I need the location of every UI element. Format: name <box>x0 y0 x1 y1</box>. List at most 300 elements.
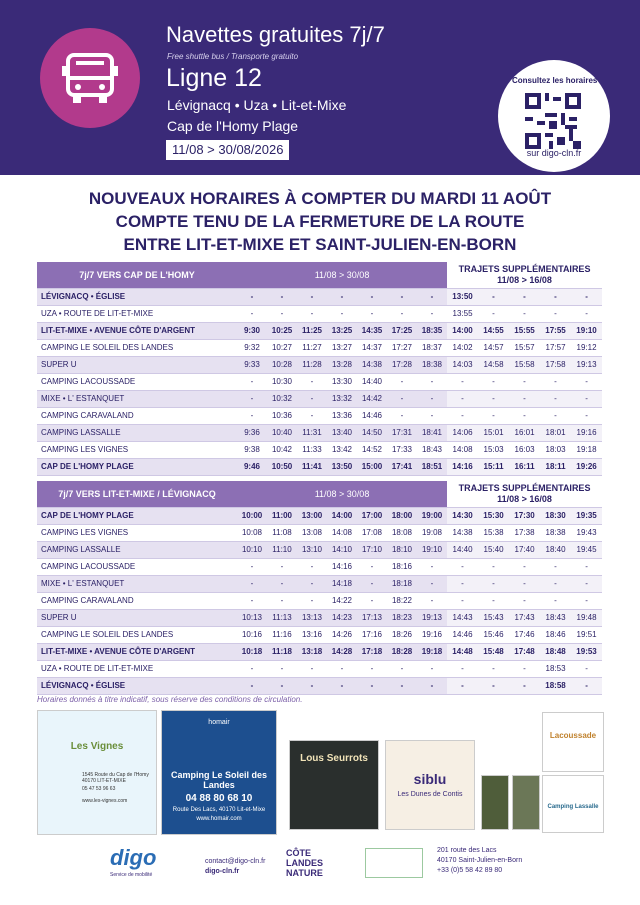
stop-name: UZA • ROUTE DE LIT-ET-MIXE <box>37 305 237 322</box>
departure-time: - <box>571 575 602 592</box>
departure-time: - <box>327 305 357 322</box>
departure-time: 14:30 <box>447 507 478 524</box>
departure-time: 15:38 <box>478 524 509 541</box>
disclaimer-note: Horaires donnés à titre indicatif, sous réserve des conditions de circulation. <box>37 695 303 704</box>
departure-time: 10:08 <box>237 524 267 541</box>
departure-time: 18:41 <box>417 424 447 441</box>
departure-time: - <box>387 305 417 322</box>
departure-time: - <box>237 305 267 322</box>
departure-time: 11:31 <box>297 424 327 441</box>
departure-time: - <box>478 558 509 575</box>
departure-time: 14:26 <box>327 626 357 643</box>
departure-time: - <box>417 407 447 424</box>
departure-time: - <box>267 575 297 592</box>
departure-time: - <box>571 660 602 677</box>
digo-tagline: Service de mobilité <box>110 872 153 878</box>
departure-time: 18:40 <box>540 541 571 558</box>
stop-name: CAMPING LACOUSSADE <box>37 373 237 390</box>
departure-time: 14:00 <box>447 322 478 339</box>
departure-time: 17:58 <box>540 356 571 373</box>
departure-time: 10:42 <box>267 441 297 458</box>
extra-trips-header: TRAJETS SUPPLÉMENTAIRES 11/08 > 16/08 <box>447 262 602 288</box>
departure-time: 17:16 <box>357 626 387 643</box>
ad-subtitle: Les Dunes de Contis <box>397 791 463 798</box>
departure-time: 16:01 <box>509 424 540 441</box>
stop-name: SUPER U <box>37 356 237 373</box>
table-row <box>37 322 602 339</box>
departure-time: 19:51 <box>571 626 602 643</box>
departure-time: 17:00 <box>357 507 387 524</box>
ad-title: Lacoussade <box>549 731 597 740</box>
departure-time: 10:50 <box>267 458 297 475</box>
header-subtitle: Free shuttle bus / Transporte gratuito <box>167 52 299 61</box>
departure-time: - <box>297 390 327 407</box>
departure-time: - <box>237 677 267 694</box>
departure-time: 11:18 <box>267 643 297 660</box>
table-row <box>37 626 602 643</box>
departure-time: - <box>387 660 417 677</box>
departure-time: 15:03 <box>478 441 509 458</box>
table-row <box>37 305 602 322</box>
departure-time: 17:27 <box>387 339 417 356</box>
departure-time: - <box>571 373 602 390</box>
departure-time: - <box>571 558 602 575</box>
extra-trips-header: TRAJETS SUPPLÉMENTAIRES 11/08 > 16/08 <box>447 481 602 507</box>
contact-website[interactable]: digo-cln.fr <box>205 868 240 875</box>
timetable-to-lit-et-mixe <box>37 481 602 695</box>
departure-time: 10:18 <box>237 643 267 660</box>
departure-time: 14:46 <box>357 407 387 424</box>
departure-time: - <box>327 677 357 694</box>
stop-name: CAMPING LES VIGNES <box>37 524 237 541</box>
departure-time: 18:00 <box>387 507 417 524</box>
departure-time: - <box>297 677 327 694</box>
departure-time: 18:43 <box>540 609 571 626</box>
departure-time: 15:48 <box>478 643 509 660</box>
ad-title: Camping Lassalle <box>547 804 599 810</box>
ad-title: siblu <box>413 771 447 787</box>
departure-time: 14:22 <box>327 592 357 609</box>
departure-time: 11:33 <box>297 441 327 458</box>
departure-time: - <box>447 407 478 424</box>
departure-time: 18:46 <box>540 626 571 643</box>
table-row <box>37 507 602 524</box>
departure-time: 11:00 <box>267 507 297 524</box>
departure-time: - <box>509 660 540 677</box>
departure-time: - <box>509 407 540 424</box>
departure-time: 19:26 <box>571 458 602 475</box>
departure-time: 15:43 <box>478 609 509 626</box>
table-row <box>37 373 602 390</box>
departure-time: - <box>327 288 357 305</box>
departure-time: 18:16 <box>387 558 417 575</box>
stop-name: CAMPING CARAVALAND <box>37 407 237 424</box>
ad-lacoussade[interactable] <box>542 712 604 772</box>
departure-time: 14:50 <box>357 424 387 441</box>
departure-time: - <box>447 592 478 609</box>
departure-time: 18:53 <box>540 660 571 677</box>
departure-time: 14:48 <box>447 643 478 660</box>
departure-time: - <box>417 390 447 407</box>
departure-time: - <box>417 575 447 592</box>
departure-time: 11:25 <box>297 322 327 339</box>
ad-website: www.homair.com <box>196 816 242 822</box>
departure-time: 14:00 <box>327 507 357 524</box>
direction-header: 7j/7 VERS LIT-ET-MIXE / LÉVIGNACQ <box>37 481 237 507</box>
departure-time: 18:38 <box>417 356 447 373</box>
departure-time: 19:18 <box>417 643 447 660</box>
departure-time: 19:43 <box>571 524 602 541</box>
stop-name: MIXE • L' ESTANQUET <box>37 575 237 592</box>
departure-time: 17:46 <box>509 626 540 643</box>
departure-time: - <box>540 288 571 305</box>
departure-time: 13:10 <box>297 541 327 558</box>
departure-time: 18:48 <box>540 643 571 660</box>
line-name: Ligne 12 <box>166 64 262 92</box>
departure-time: - <box>327 660 357 677</box>
departure-time: - <box>297 288 327 305</box>
departure-time: - <box>447 390 478 407</box>
departure-time: 9:46 <box>237 458 267 475</box>
table-row <box>37 424 602 441</box>
stop-name: CAMPING CARAVALAND <box>37 592 237 609</box>
stop-name: MIXE • L' ESTANQUET <box>37 390 237 407</box>
departure-time: 17:55 <box>540 322 571 339</box>
departure-time: 18:37 <box>417 339 447 356</box>
departure-time: 9:32 <box>237 339 267 356</box>
table-row <box>37 356 602 373</box>
ad-small-green-2[interactable] <box>512 775 540 830</box>
ad-title: Lous Seurrots <box>300 753 368 764</box>
address-line-1: 201 route des Lacs <box>437 847 497 854</box>
departure-time: - <box>417 660 447 677</box>
departure-time: - <box>387 390 417 407</box>
bus-badge <box>40 28 140 128</box>
departure-time: 19:13 <box>417 609 447 626</box>
table-row <box>37 643 602 660</box>
departure-time: 19:18 <box>571 441 602 458</box>
notice-line-1: NOUVEAUX HORAIRES À COMPTER DU MARDI 11 AOÛT <box>88 189 552 208</box>
departure-time: 14:08 <box>447 441 478 458</box>
departure-time: 19:10 <box>417 541 447 558</box>
departure-time: - <box>447 575 478 592</box>
departure-time: 11:16 <box>267 626 297 643</box>
departure-time: 18:10 <box>387 541 417 558</box>
ad-camping-lassalle[interactable] <box>542 775 604 833</box>
route-line-2: Cap de l'Homy Plage <box>167 118 299 134</box>
departure-time: 17:38 <box>509 524 540 541</box>
departure-time: 11:08 <box>267 524 297 541</box>
departure-time: 15:00 <box>357 458 387 475</box>
departure-time: - <box>297 407 327 424</box>
departure-time: - <box>571 390 602 407</box>
departure-time: - <box>297 575 327 592</box>
departure-time: 16:03 <box>509 441 540 458</box>
qr-code-icon[interactable] <box>525 93 581 149</box>
departure-time: 19:35 <box>571 507 602 524</box>
stop-name: CAMPING LE SOLEIL DES LANDES <box>37 339 237 356</box>
departure-time: 14:28 <box>327 643 357 660</box>
departure-time: 13:08 <box>297 524 327 541</box>
departure-time: 9:30 <box>237 322 267 339</box>
departure-time: - <box>267 677 297 694</box>
departure-time: 11:10 <box>267 541 297 558</box>
departure-time: - <box>417 373 447 390</box>
stop-name: CAMPING LE SOLEIL DES LANDES <box>37 626 237 643</box>
departure-time: - <box>357 288 387 305</box>
departure-time: - <box>478 407 509 424</box>
departure-time: 13:30 <box>327 373 357 390</box>
departure-time: - <box>267 305 297 322</box>
table-row <box>37 524 602 541</box>
departure-time: 10:30 <box>267 373 297 390</box>
stop-name: SUPER U <box>37 609 237 626</box>
departure-time: - <box>237 575 267 592</box>
header-title: Navettes gratuites 7j/7 <box>166 22 385 47</box>
departure-time: 18:22 <box>387 592 417 609</box>
departure-time: 14:40 <box>447 541 478 558</box>
departure-time: - <box>237 407 267 424</box>
departure-time: 19:16 <box>417 626 447 643</box>
departure-time: - <box>357 677 387 694</box>
stop-name: LÉVIGNACQ • ÉGLISE <box>37 677 237 694</box>
departure-time: - <box>509 592 540 609</box>
departure-time: 19:45 <box>571 541 602 558</box>
departure-time: 10:00 <box>237 507 267 524</box>
departure-time: 18:43 <box>417 441 447 458</box>
departure-time: - <box>447 677 478 694</box>
ad-title: Camping Le Soleil des Landes <box>170 770 268 790</box>
departure-time: 18:38 <box>540 524 571 541</box>
departure-time: 14:42 <box>357 390 387 407</box>
table-row <box>37 609 602 626</box>
departure-time: - <box>237 390 267 407</box>
ad-website: www.les-vignes.com <box>82 798 128 804</box>
bus-icon <box>62 52 118 106</box>
stop-name: CAP DE L'HOMY PLAGE <box>37 458 237 475</box>
table-row <box>37 541 602 558</box>
departure-time: 10:10 <box>237 541 267 558</box>
departure-time: - <box>417 677 447 694</box>
departure-time: 14:43 <box>447 609 478 626</box>
departure-time: 10:25 <box>267 322 297 339</box>
departure-time: 17:13 <box>357 609 387 626</box>
departure-time: 13:13 <box>297 609 327 626</box>
departure-time: - <box>297 305 327 322</box>
departure-time: 10:32 <box>267 390 297 407</box>
departure-time: 13:55 <box>447 305 478 322</box>
departure-time: 14:38 <box>447 524 478 541</box>
departure-time: 18:58 <box>540 677 571 694</box>
period-header: 11/08 > 30/08 <box>237 481 447 507</box>
departure-time: - <box>387 677 417 694</box>
departure-time: - <box>297 660 327 677</box>
departure-time: 13:50 <box>327 458 357 475</box>
departure-time: - <box>297 373 327 390</box>
departure-time: - <box>417 592 447 609</box>
departure-time: 19:16 <box>571 424 602 441</box>
departure-time: 14:52 <box>357 441 387 458</box>
table-row <box>37 575 602 592</box>
departure-time: - <box>540 592 571 609</box>
tourism-office-logo <box>365 848 423 878</box>
departure-time: 14:08 <box>327 524 357 541</box>
departure-time: 15:40 <box>478 541 509 558</box>
departure-time: 17:25 <box>387 322 417 339</box>
departure-time: 10:28 <box>267 356 297 373</box>
departure-time: - <box>478 288 509 305</box>
stop-name: LIT-ET-MIXE • AVENUE CÔTE D'ARGENT <box>37 643 237 660</box>
departure-time: 11:13 <box>267 609 297 626</box>
departure-time: 18:18 <box>387 575 417 592</box>
departure-time: 17:43 <box>509 609 540 626</box>
departure-time: - <box>478 575 509 592</box>
departure-time: - <box>237 558 267 575</box>
departure-time: - <box>540 575 571 592</box>
departure-time: 19:48 <box>571 609 602 626</box>
departure-time: - <box>297 592 327 609</box>
departure-time: 9:33 <box>237 356 267 373</box>
ad-camping-soleil-des-landes[interactable] <box>161 710 277 835</box>
departure-time: - <box>447 558 478 575</box>
cote-landes-nature-logo: CÔTE LANDES NATURE <box>286 848 324 878</box>
departure-time: - <box>387 288 417 305</box>
departure-time: 15:46 <box>478 626 509 643</box>
departure-time: - <box>478 660 509 677</box>
departure-time: 14:38 <box>357 356 387 373</box>
departure-time: - <box>417 558 447 575</box>
departure-time: 18:35 <box>417 322 447 339</box>
departure-time: - <box>478 592 509 609</box>
departure-time: 18:30 <box>540 507 571 524</box>
table-row <box>37 458 602 475</box>
departure-time: - <box>447 373 478 390</box>
table-row <box>37 660 602 677</box>
ad-camping-les-vignes[interactable] <box>37 710 157 835</box>
departure-time: 13:50 <box>447 288 478 305</box>
departure-time: 13:00 <box>297 507 327 524</box>
departure-time: 17:57 <box>540 339 571 356</box>
phone-number: +33 (0)5 58 42 89 80 <box>437 867 503 874</box>
departure-time: 18:51 <box>417 458 447 475</box>
departure-time: 13:25 <box>327 322 357 339</box>
stop-name: LÉVIGNACQ • ÉGLISE <box>37 288 237 305</box>
address-line-2: 40170 Saint-Julien-en-Born <box>437 857 523 864</box>
departure-time: 17:30 <box>509 507 540 524</box>
departure-time: 9:38 <box>237 441 267 458</box>
date-range: 11/08 > 30/08/2026 <box>166 140 289 160</box>
table-row <box>37 441 602 458</box>
departure-time: - <box>571 592 602 609</box>
departure-time: 14:46 <box>447 626 478 643</box>
qr-caption-top: Consultez les horaires <box>512 76 598 85</box>
contact-email[interactable]: contact@digo-cln.fr <box>205 858 266 865</box>
ad-phone: 05 47 53 96 63 <box>82 786 116 792</box>
departure-time: 17:33 <box>387 441 417 458</box>
departure-time: 13:16 <box>297 626 327 643</box>
departure-time: 17:28 <box>387 356 417 373</box>
departure-time: 14:02 <box>447 339 478 356</box>
departure-time: 19:12 <box>571 339 602 356</box>
departure-time: 17:48 <box>509 643 540 660</box>
departure-time: 13:42 <box>327 441 357 458</box>
table-row <box>37 592 602 609</box>
stop-name: CAP DE L'HOMY PLAGE <box>37 507 237 524</box>
stop-name: CAMPING LACOUSSADE <box>37 558 237 575</box>
stop-name: CAMPING LASSALLE <box>37 541 237 558</box>
table-row <box>37 407 602 424</box>
departure-time: 10:13 <box>237 609 267 626</box>
departure-time: 14:58 <box>478 356 509 373</box>
route-line-1: Lévignacq • Uza • Lit-et-Mixe <box>167 97 347 113</box>
departure-time: 10:27 <box>267 339 297 356</box>
departure-time: - <box>571 677 602 694</box>
ad-address: Route Des Lacs, 40170 Lit-et-Mixe <box>172 807 266 813</box>
departure-time: 19:08 <box>417 524 447 541</box>
departure-time: 14:35 <box>357 322 387 339</box>
departure-time: 14:03 <box>447 356 478 373</box>
departure-time: 15:11 <box>478 458 509 475</box>
departure-time: - <box>267 660 297 677</box>
timetable-to-cap-homy <box>37 262 602 476</box>
departure-time: 14:18 <box>327 575 357 592</box>
departure-time: 18:26 <box>387 626 417 643</box>
departure-time: - <box>417 305 447 322</box>
departure-time: 13:32 <box>327 390 357 407</box>
departure-time: 17:41 <box>387 458 417 475</box>
departure-time: 17:18 <box>357 643 387 660</box>
ad-small-green-1[interactable] <box>481 775 509 830</box>
ad-lous-seurrots[interactable] <box>289 740 379 830</box>
departure-time: - <box>387 407 417 424</box>
departure-time: - <box>509 677 540 694</box>
departure-time: - <box>509 305 540 322</box>
notice-line-3: ENTRE LIT-ET-MIXE ET SAINT-JULIEN-EN-BORN <box>123 235 517 254</box>
departure-time: - <box>509 288 540 305</box>
departure-time: - <box>571 305 602 322</box>
departure-time: - <box>571 288 602 305</box>
departure-time: 14:23 <box>327 609 357 626</box>
departure-time: 18:23 <box>387 609 417 626</box>
departure-time: 19:10 <box>571 322 602 339</box>
departure-time: 11:28 <box>297 356 327 373</box>
departure-time: - <box>357 575 387 592</box>
stop-name: CAMPING LES VIGNES <box>37 441 237 458</box>
departure-time: - <box>267 558 297 575</box>
departure-time: 14:40 <box>357 373 387 390</box>
ad-siblu[interactable] <box>385 740 475 830</box>
departure-time: - <box>509 373 540 390</box>
departure-time: 16:11 <box>509 458 540 475</box>
departure-time: 13:28 <box>327 356 357 373</box>
table-row <box>37 558 602 575</box>
departure-time: - <box>357 305 387 322</box>
table-row <box>37 288 602 305</box>
departure-time: - <box>417 288 447 305</box>
departure-time: - <box>297 558 327 575</box>
departure-time: 15:57 <box>509 339 540 356</box>
period-header: 11/08 > 30/08 <box>237 262 447 288</box>
ad-address: 1545 Route du Cap de l'Homy 40170 LIT-ET-MIXE <box>82 772 149 784</box>
stop-name: UZA • ROUTE DE LIT-ET-MIXE <box>37 660 237 677</box>
departure-time: 14:55 <box>478 322 509 339</box>
departure-time: 18:11 <box>540 458 571 475</box>
departure-time: 15:58 <box>509 356 540 373</box>
departure-time: 18:28 <box>387 643 417 660</box>
departure-time: 13:36 <box>327 407 357 424</box>
departure-time: - <box>478 373 509 390</box>
departure-time: 19:53 <box>571 643 602 660</box>
